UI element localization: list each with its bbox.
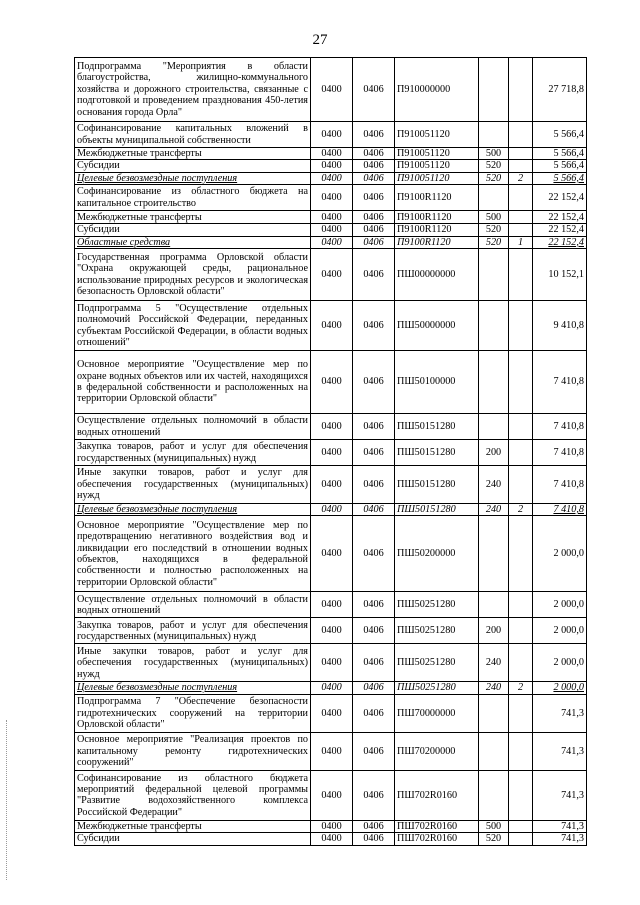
row-name: Иные закупки товаров, работ и услуг для обеспечения государственных (муниципальных) нужд — [75, 644, 311, 682]
row-subsection: 0406 — [353, 770, 395, 820]
table-row — [75, 58, 587, 122]
row-target-article: ПШ50151280 — [395, 440, 479, 466]
row-subsection: 0406 — [353, 249, 395, 301]
row-expense-kind — [479, 732, 509, 770]
table-row — [75, 820, 587, 832]
row-target-article: П910051120 — [395, 148, 479, 160]
row-ku — [509, 592, 533, 618]
row-sum: 741,3 — [533, 770, 587, 820]
row-section: 0400 — [311, 122, 353, 148]
row-ku — [509, 351, 533, 414]
row-ku — [509, 820, 533, 832]
table-row — [75, 301, 587, 351]
row-ku — [509, 770, 533, 820]
row-ku — [509, 440, 533, 466]
table-row — [75, 224, 587, 236]
row-section: 0400 — [311, 820, 353, 832]
row-target-article: ПШ50251280 — [395, 618, 479, 644]
row-section: 0400 — [311, 211, 353, 224]
row-expense-kind: 520 — [479, 160, 509, 172]
table-row — [75, 440, 587, 466]
row-ku — [509, 516, 533, 592]
row-name: Осуществление отдельных полномочий в области водных отношений — [75, 592, 311, 618]
row-sum: 2 000,0 — [533, 618, 587, 644]
table-row — [75, 122, 587, 148]
row-expense-kind: 240 — [479, 682, 509, 694]
row-section: 0400 — [311, 172, 353, 184]
row-subsection: 0406 — [353, 644, 395, 682]
table-row — [75, 160, 587, 172]
row-expense-kind: 520 — [479, 236, 509, 248]
row-name: Закупка товаров, работ и услуг для обеспечения государственных (муниципальных) нужд — [75, 618, 311, 644]
row-section: 0400 — [311, 732, 353, 770]
row-sum: 5 566,4 — [533, 172, 587, 184]
table-row — [75, 504, 587, 516]
row-subsection: 0406 — [353, 440, 395, 466]
row-expense-kind — [479, 122, 509, 148]
row-target-article: П9100R1120 — [395, 224, 479, 236]
row-sum: 741,3 — [533, 732, 587, 770]
row-expense-kind: 240 — [479, 466, 509, 504]
row-subsection: 0406 — [353, 160, 395, 172]
table-row — [75, 732, 587, 770]
row-expense-kind: 240 — [479, 644, 509, 682]
row-target-article: ПШ50100000 — [395, 351, 479, 414]
row-sum: 741,3 — [533, 820, 587, 832]
row-name: Межбюджетные трансферты — [75, 820, 311, 832]
row-ku — [509, 833, 533, 845]
row-target-article: П910051120 — [395, 160, 479, 172]
row-expense-kind: 200 — [479, 440, 509, 466]
row-subsection: 0406 — [353, 732, 395, 770]
row-section: 0400 — [311, 148, 353, 160]
row-name: Осуществление отдельных полномочий в области водных отношений — [75, 414, 311, 440]
table-row — [75, 833, 587, 845]
row-section: 0400 — [311, 618, 353, 644]
row-sum: 22 152,4 — [533, 211, 587, 224]
row-section: 0400 — [311, 466, 353, 504]
row-subsection: 0406 — [353, 185, 395, 211]
row-section: 0400 — [311, 301, 353, 351]
row-ku — [509, 414, 533, 440]
table-row — [75, 236, 587, 248]
row-name: Целевые безвозмездные поступления — [75, 682, 311, 694]
row-ku: 2 — [509, 172, 533, 184]
row-subsection: 0406 — [353, 682, 395, 694]
row-target-article: П9100R1120 — [395, 236, 479, 248]
row-expense-kind — [479, 694, 509, 732]
row-target-article: ПШ50200000 — [395, 516, 479, 592]
row-expense-kind — [479, 592, 509, 618]
table-row — [75, 770, 587, 820]
row-expense-kind: 520 — [479, 224, 509, 236]
row-target-article: ПШ00000000 — [395, 249, 479, 301]
table-row — [75, 185, 587, 211]
row-target-article: ПШ50151280 — [395, 466, 479, 504]
row-name: Иные закупки товаров, работ и услуг для обеспечения государственных (муниципальных) нужд — [75, 466, 311, 504]
row-ku — [509, 694, 533, 732]
row-expense-kind — [479, 185, 509, 211]
row-subsection: 0406 — [353, 820, 395, 832]
row-target-article: ПШ50251280 — [395, 682, 479, 694]
row-expense-kind: 500 — [479, 148, 509, 160]
row-section: 0400 — [311, 249, 353, 301]
row-target-article: ПШ70000000 — [395, 694, 479, 732]
row-name: Субсидии — [75, 160, 311, 172]
table-row — [75, 466, 587, 504]
row-ku — [509, 160, 533, 172]
table-row — [75, 351, 587, 414]
row-ku — [509, 644, 533, 682]
row-target-article: ПШ702R0160 — [395, 820, 479, 832]
row-ku — [509, 58, 533, 122]
row-sum: 741,3 — [533, 833, 587, 845]
table-row — [75, 172, 587, 184]
row-ku — [509, 466, 533, 504]
row-subsection: 0406 — [353, 211, 395, 224]
row-section: 0400 — [311, 592, 353, 618]
row-section: 0400 — [311, 516, 353, 592]
row-ku — [509, 224, 533, 236]
row-expense-kind: 500 — [479, 211, 509, 224]
row-subsection: 0406 — [353, 516, 395, 592]
row-sum: 22 152,4 — [533, 224, 587, 236]
row-section: 0400 — [311, 224, 353, 236]
row-sum: 7 410,8 — [533, 351, 587, 414]
row-sum: 27 718,8 — [533, 58, 587, 122]
row-ku — [509, 301, 533, 351]
row-ku — [509, 249, 533, 301]
row-target-article: П9100R1120 — [395, 211, 479, 224]
table-row — [75, 211, 587, 224]
row-target-article: П9100R1120 — [395, 185, 479, 211]
row-sum: 741,3 — [533, 694, 587, 732]
table-row — [75, 618, 587, 644]
table-row — [75, 148, 587, 160]
row-target-article: ПШ50151280 — [395, 504, 479, 516]
row-section: 0400 — [311, 682, 353, 694]
row-subsection: 0406 — [353, 694, 395, 732]
row-name: Областные средства — [75, 236, 311, 248]
row-expense-kind — [479, 516, 509, 592]
row-sum: 7 410,8 — [533, 504, 587, 516]
row-section: 0400 — [311, 644, 353, 682]
table-row — [75, 249, 587, 301]
row-expense-kind: 520 — [479, 833, 509, 845]
row-name: Закупка товаров, работ и услуг для обеспечения государственных (муниципальных) нужд — [75, 440, 311, 466]
row-sum: 5 566,4 — [533, 122, 587, 148]
row-ku: 2 — [509, 682, 533, 694]
row-expense-kind — [479, 301, 509, 351]
row-target-article: ПШ702R0160 — [395, 770, 479, 820]
row-sum: 5 566,4 — [533, 160, 587, 172]
margin-mark — [6, 720, 9, 880]
row-subsection: 0406 — [353, 148, 395, 160]
row-subsection: 0406 — [353, 618, 395, 644]
row-sum: 2 000,0 — [533, 644, 587, 682]
row-sum: 9 410,8 — [533, 301, 587, 351]
row-name: Межбюджетные трансферты — [75, 211, 311, 224]
table-row — [75, 592, 587, 618]
row-subsection: 0406 — [353, 592, 395, 618]
row-target-article: ПШ50000000 — [395, 301, 479, 351]
row-subsection: 0406 — [353, 414, 395, 440]
row-target-article: ПШ702R0160 — [395, 833, 479, 845]
row-sum: 22 152,4 — [533, 185, 587, 211]
row-ku: 1 — [509, 236, 533, 248]
row-subsection: 0406 — [353, 236, 395, 248]
row-subsection: 0406 — [353, 833, 395, 845]
row-subsection: 0406 — [353, 122, 395, 148]
row-name: Основное мероприятие "Реализация проектов по капитальному ремонту гидротехнических сооружений" — [75, 732, 311, 770]
row-ku — [509, 732, 533, 770]
row-sum: 7 410,8 — [533, 440, 587, 466]
row-sum: 7 410,8 — [533, 414, 587, 440]
row-expense-kind: 520 — [479, 172, 509, 184]
row-target-article: ПШ50151280 — [395, 414, 479, 440]
row-name: Целевые безвозмездные поступления — [75, 172, 311, 184]
row-name: Подпрограмма 7 "Обеспечение безопасности гидротехнических сооружений на территории Орловской области" — [75, 694, 311, 732]
row-target-article: П910051120 — [395, 172, 479, 184]
row-subsection: 0406 — [353, 301, 395, 351]
row-name: Софинансирование из областного бюджета на капитальное строительство — [75, 185, 311, 211]
row-sum: 22 152,4 — [533, 236, 587, 248]
row-ku — [509, 148, 533, 160]
row-section: 0400 — [311, 440, 353, 466]
row-sum: 7 410,8 — [533, 466, 587, 504]
row-name: Целевые безвозмездные поступления — [75, 504, 311, 516]
row-sum: 2 000,0 — [533, 592, 587, 618]
row-section: 0400 — [311, 414, 353, 440]
row-expense-kind: 200 — [479, 618, 509, 644]
row-target-article: П910000000 — [395, 58, 479, 122]
row-ku: 2 — [509, 504, 533, 516]
table-row — [75, 644, 587, 682]
row-section: 0400 — [311, 351, 353, 414]
row-ku — [509, 211, 533, 224]
row-name: Софинансирование из областного бюджета мероприятий федеральной целевой программы "Развитие водохозяйственного комплекса Российской Федерации" — [75, 770, 311, 820]
row-subsection: 0406 — [353, 466, 395, 504]
row-name: Государственная программа Орловской области "Охрана окружающей среды, рациональное использование природных ресурсов и экологическая безопасность Орловской области" — [75, 249, 311, 301]
table-row — [75, 682, 587, 694]
row-name: Подпрограмма "Мероприятия в области благоустройства, жилищно-коммунального хозяйства и дорожного строительства, связанные с подготовкой и проведением празднования 450-летия основания города Орла" — [75, 58, 311, 122]
row-target-article: ПШ50251280 — [395, 644, 479, 682]
row-name: Софинансирование капитальных вложений в объекты муниципальной собственности — [75, 122, 311, 148]
row-sum: 5 566,4 — [533, 148, 587, 160]
row-sum: 10 152,1 — [533, 249, 587, 301]
row-expense-kind — [479, 249, 509, 301]
row-subsection: 0406 — [353, 351, 395, 414]
row-sum: 2 000,0 — [533, 682, 587, 694]
row-target-article: П910051120 — [395, 122, 479, 148]
row-name: Межбюджетные трансферты — [75, 148, 311, 160]
row-section: 0400 — [311, 236, 353, 248]
row-subsection: 0406 — [353, 224, 395, 236]
row-sum: 2 000,0 — [533, 516, 587, 592]
row-section: 0400 — [311, 185, 353, 211]
row-target-article: ПШ50251280 — [395, 592, 479, 618]
row-subsection: 0406 — [353, 58, 395, 122]
row-name: Субсидии — [75, 833, 311, 845]
row-section: 0400 — [311, 770, 353, 820]
budget-table — [74, 57, 587, 846]
row-section: 0400 — [311, 504, 353, 516]
row-expense-kind: 500 — [479, 820, 509, 832]
row-name: Основное мероприятие "Осуществление мер по охране водных объектов или их частей, находящихся в федеральной собственности и расположенных на территории Орловской области" — [75, 351, 311, 414]
page-number: 27 — [312, 32, 328, 48]
row-expense-kind — [479, 414, 509, 440]
row-section: 0400 — [311, 160, 353, 172]
row-ku — [509, 122, 533, 148]
row-subsection: 0406 — [353, 504, 395, 516]
table-row — [75, 516, 587, 592]
row-section: 0400 — [311, 694, 353, 732]
table-row — [75, 694, 587, 732]
row-expense-kind — [479, 351, 509, 414]
row-name: Подпрограмма 5 "Осуществление отдельных полномочий Российской Федерации, переданных субъектам Российской Федерации, в области водных отношений" — [75, 301, 311, 351]
row-name: Основное мероприятие "Осуществление мер по предотвращению негативного воздействия вод и ликвидации его последствий в отношении водных объектов, находящихся в федеральной собственности и полностью расположенных на территории Орловской области" — [75, 516, 311, 592]
row-expense-kind — [479, 770, 509, 820]
table-body — [75, 58, 587, 846]
row-name: Субсидии — [75, 224, 311, 236]
row-subsection: 0406 — [353, 172, 395, 184]
row-target-article: ПШ70200000 — [395, 732, 479, 770]
row-expense-kind — [479, 58, 509, 122]
row-expense-kind: 240 — [479, 504, 509, 516]
row-section: 0400 — [311, 58, 353, 122]
table-row — [75, 414, 587, 440]
row-ku — [509, 185, 533, 211]
row-section: 0400 — [311, 833, 353, 845]
row-ku — [509, 618, 533, 644]
